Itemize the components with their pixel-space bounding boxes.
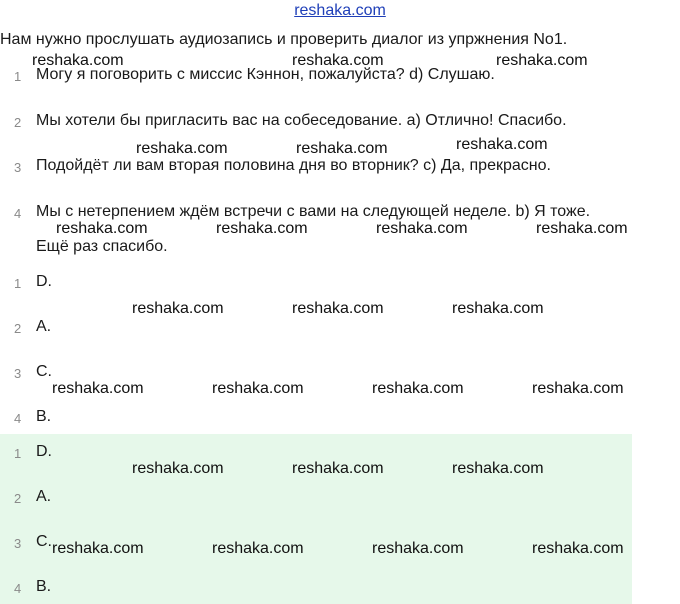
dialogue-line-2 xyxy=(0,112,680,132)
highlighted-answer-line-4 xyxy=(0,578,680,598)
watermark: reshaka.com xyxy=(52,380,144,397)
task-intro: Нам нужно прослушать аудиозапись и проверить диалог из упржнения No1. xyxy=(0,31,568,48)
answer-number: 2 xyxy=(14,321,22,336)
answer-number: 1 xyxy=(14,446,22,461)
line-number: 1 xyxy=(14,69,22,84)
watermark: reshaka.com xyxy=(52,540,144,557)
watermark: reshaka.com xyxy=(32,52,124,69)
watermark: reshaka.com xyxy=(452,460,544,477)
line-number: 4 xyxy=(14,206,22,221)
answer-number: 4 xyxy=(14,581,22,596)
watermark: reshaka.com xyxy=(292,52,384,69)
answer-letter: C. xyxy=(36,363,52,380)
answer-number: 4 xyxy=(14,411,22,426)
answer-number: 3 xyxy=(14,366,22,381)
watermark: reshaka.com xyxy=(132,460,224,477)
line-text: Подойдёт ли вам вторая половина дня во вторник? c) Да, прекрасно. xyxy=(36,157,551,174)
line-text: Мы с нетерпением ждём встречи с вами на следующей неделе. b) Я тоже. xyxy=(36,203,591,220)
answer-line-2 xyxy=(0,318,680,338)
highlighted-answer-line-2 xyxy=(0,488,680,508)
answer-line-1 xyxy=(0,273,680,293)
site-header-link[interactable]: reshaka.com xyxy=(294,2,386,19)
watermark: reshaka.com xyxy=(376,220,468,237)
watermark: reshaka.com xyxy=(212,540,304,557)
line-text: Могу я поговорить с миссис Кэннон, пожалуйста? d) Слушаю. xyxy=(36,66,495,83)
watermark: reshaka.com xyxy=(536,220,628,237)
line-text: Мы хотели бы пригласить вас на собеседование. a) Отлично! Спасибо. xyxy=(36,112,567,129)
watermark: reshaka.com xyxy=(136,140,228,157)
watermark: reshaka.com xyxy=(452,300,544,317)
dialogue-line-3 xyxy=(0,157,680,177)
answer-letter: B. xyxy=(36,578,52,595)
watermark: reshaka.com xyxy=(496,52,588,69)
answer-number: 1 xyxy=(14,276,22,291)
answer-letter: A. xyxy=(36,318,52,335)
watermark: reshaka.com xyxy=(216,220,308,237)
answer-letter: B. xyxy=(36,408,52,425)
answer-letter: D. xyxy=(36,443,52,460)
answer-number: 3 xyxy=(14,536,22,551)
watermark: reshaka.com xyxy=(132,300,224,317)
watermark: reshaka.com xyxy=(296,140,388,157)
line-number: 3 xyxy=(14,160,22,175)
watermark: reshaka.com xyxy=(532,380,624,397)
watermark: reshaka.com xyxy=(456,136,548,153)
watermark: reshaka.com xyxy=(372,540,464,557)
line-number: 2 xyxy=(14,115,22,130)
watermark: reshaka.com xyxy=(372,380,464,397)
answer-number: 2 xyxy=(14,491,22,506)
watermark: reshaka.com xyxy=(212,380,304,397)
line-text-continued: Ещё раз спасибо. xyxy=(36,238,168,255)
answer-letter: A. xyxy=(36,488,52,505)
answer-line-4 xyxy=(0,408,680,428)
watermark: reshaka.com xyxy=(292,300,384,317)
watermark: reshaka.com xyxy=(56,220,148,237)
answer-letter: C. xyxy=(36,533,52,550)
watermark: reshaka.com xyxy=(532,540,624,557)
watermark: reshaka.com xyxy=(292,460,384,477)
answer-letter: D. xyxy=(36,273,52,290)
